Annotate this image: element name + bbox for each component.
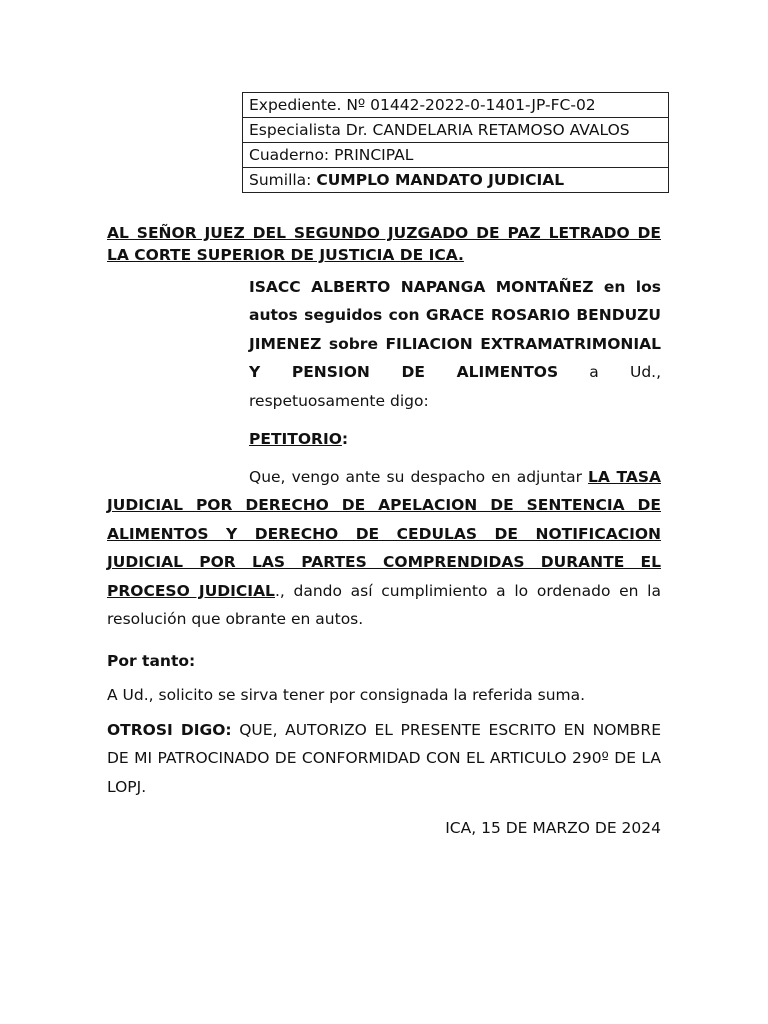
addressee-heading: AL SEÑOR JUEZ DEL SEGUNDO JUZGADO DE PAZ LETRADO DE LA CORTE SUPERIOR DE JUSTICIA DE ICA. <box>107 224 661 264</box>
otrosi-label: OTROSI DIGO: <box>107 721 232 739</box>
header-row <box>243 93 669 118</box>
body-rest: ., dando así cumplimiento a lo ordenado en la resolución que obrante en autos. <box>107 581 661 629</box>
petitorio-heading <box>249 428 348 450</box>
body-lead: Que, vengo ante su despacho en adjuntar <box>249 468 589 486</box>
date-line: ICA, 15 DE MARZO DE 2024 <box>445 819 661 837</box>
header-row <box>243 143 669 168</box>
sumilla-value: CUMPLO MANDATO JUDICIAL <box>316 171 565 189</box>
otrosi-text: QUE, AUTORIZO EL PRESENTE ESCRITO EN NOMBRE DE MI PATROCINADO DE CONFORMIDAD CON EL ARTICULO 290º DE LA LOPJ. <box>107 721 661 796</box>
otrosi-paragraph <box>107 716 661 801</box>
sumilla-label: Sumilla: <box>249 171 317 189</box>
cuaderno-cell: Cuaderno: PRINCIPAL <box>243 143 669 168</box>
solicito-paragraph: A Ud., solicito se sirva tener por consignada la referida suma. <box>107 686 586 704</box>
especialista-cell: Especialista Dr. CANDELARIA RETAMOSO AVALOS <box>243 118 669 143</box>
intro-rest: a Ud., respetuosamente digo: <box>249 363 662 410</box>
header-row <box>243 118 669 143</box>
header-row <box>243 168 669 193</box>
petitorio-paragraph <box>107 463 661 633</box>
intro-parties: ISACC ALBERTO NAPANGA MONTAÑEZ en los autos seguidos con GRACE ROSARIO BENDUZU JIMENEZ sobre FILIACION EXTRAMATRIMONIAL Y PENSION DE ALIMENTOS <box>249 278 661 382</box>
petitorio-colon: : <box>341 430 349 448</box>
case-header-table <box>242 92 669 193</box>
petitorio-label: PETITORIO <box>249 430 342 448</box>
por-tanto-heading: Por tanto: <box>107 652 196 670</box>
intro-paragraph <box>249 273 661 415</box>
sumilla-cell <box>243 168 669 193</box>
expediente-cell: Expediente. Nº 01442-2022-0-1401-JP-FC-02 <box>243 93 669 118</box>
body-highlight: LA TASA JUDICIAL POR DERECHO DE APELACION DE SENTENCIA DE ALIMENTOS Y DERECHO DE CEDULAS DE NOTIFICACION JUDICIAL POR LAS PARTES COMPRENDIDAS DURANTE EL PROCESO JUDICIAL <box>107 468 661 600</box>
